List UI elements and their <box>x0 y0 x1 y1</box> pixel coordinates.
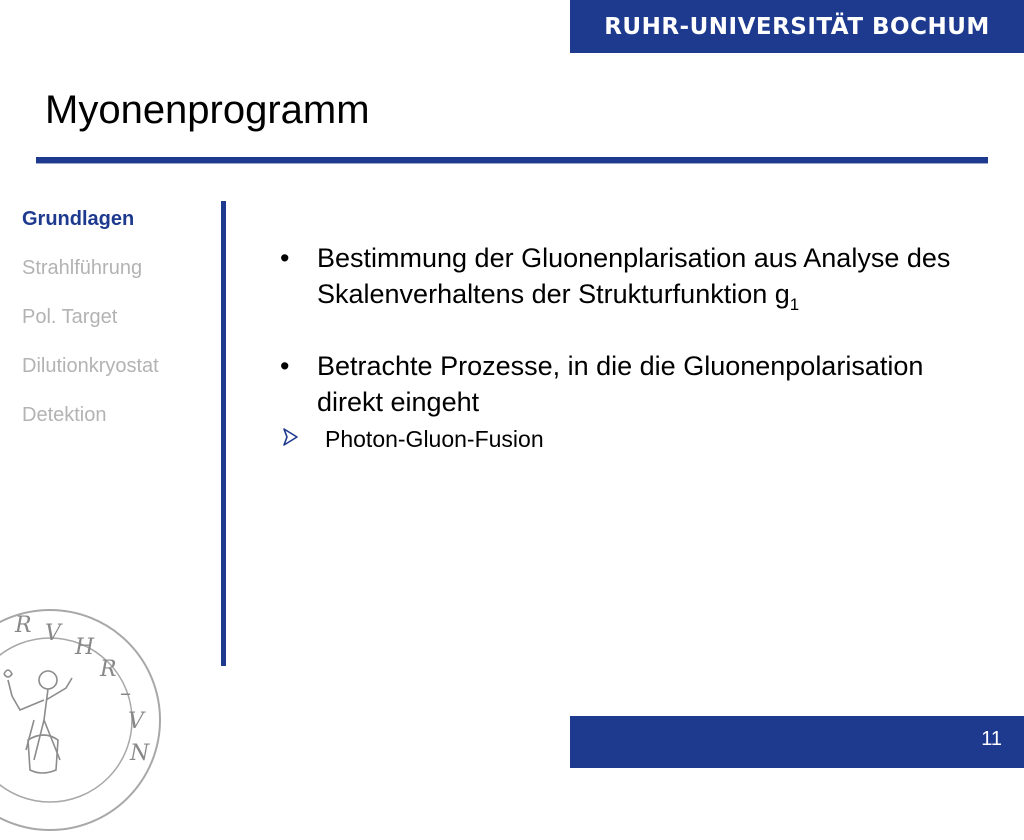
slide-content <box>280 240 970 454</box>
nav-item-strahlfuehrung[interactable]: Strahlführung <box>22 257 143 279</box>
title-underline <box>36 157 988 164</box>
logo-text: RUHR-UNIVERSITÄT BOCHUM <box>604 13 990 40</box>
vertical-divider <box>221 201 226 666</box>
svg-text:N: N <box>130 741 150 766</box>
bullet-item <box>280 348 970 420</box>
arrow-bullet-icon <box>282 424 300 454</box>
footer-bar <box>570 716 1024 768</box>
university-logo <box>570 0 1024 53</box>
page-number: 11 <box>981 728 1002 750</box>
bullet-dot-icon: • <box>280 351 290 381</box>
section-nav <box>22 208 212 453</box>
sub-bullet-text: Photon-Gluon-Fusion <box>325 426 544 452</box>
slide-title: Myonenprogramm <box>45 88 370 132</box>
svg-text:R: R <box>100 657 117 682</box>
bullet-text: Betrachte Prozesse, in die die Gluonenpolarisation direkt eingeht <box>317 351 924 417</box>
svg-text:V: V <box>45 621 61 646</box>
nav-item-grundlagen[interactable]: Grundlagen <box>22 208 135 230</box>
bullet-text: Bestimmung der Gluonenplarisation aus Analyse des Skalenverhaltens der Strukturfunktion g <box>317 243 951 309</box>
svg-text:V: V <box>128 709 144 734</box>
bullet-dot-icon: • <box>280 243 290 273</box>
svg-text:H: H <box>75 635 95 660</box>
university-seal-icon <box>0 600 170 840</box>
subscript: 1 <box>789 295 800 314</box>
svg-text:R: R <box>15 613 32 638</box>
nav-item-detektion[interactable]: Detektion <box>22 404 107 426</box>
nav-item-dilutionkryostat[interactable]: Dilutionkryostat <box>22 355 159 377</box>
nav-item-pol-target[interactable]: Pol. Target <box>22 306 118 328</box>
bullet-item <box>280 240 970 312</box>
svg-text:–: – <box>120 681 131 706</box>
sub-bullet-item <box>280 424 970 454</box>
